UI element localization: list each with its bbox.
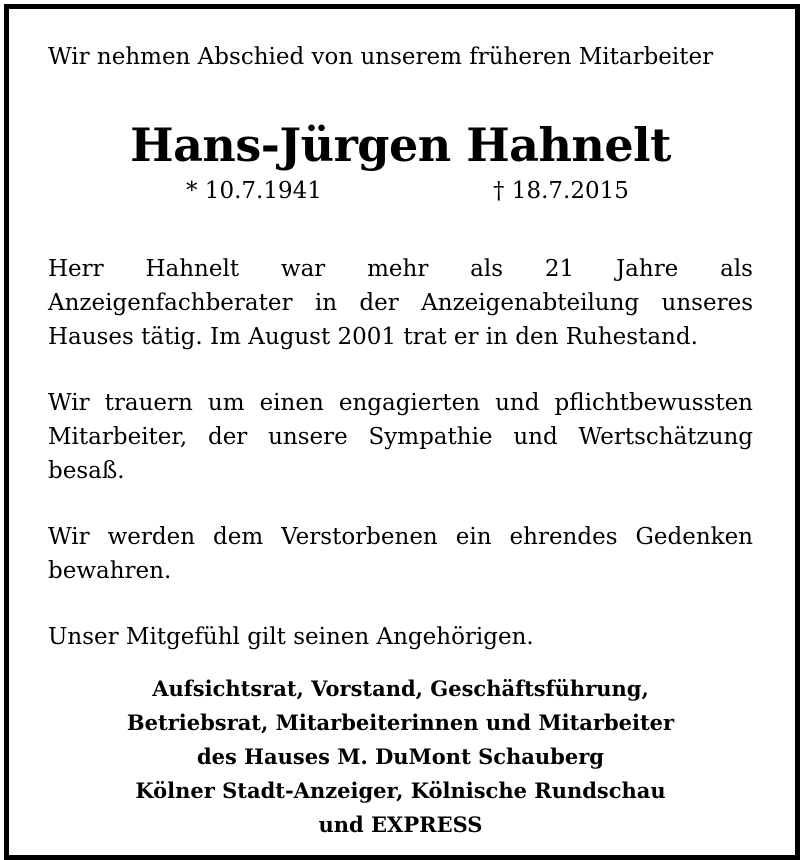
signature-line: des Hauses M. DuMont Schauberg — [197, 744, 604, 769]
mourning-paragraph: Wir trauern um einen engagierten und pflichtbewussten Mitarbeiter, der unsere Sympathie und Wertschätzung besaß. — [48, 390, 753, 484]
deceased-name: Hans-Jürgen Hahnelt — [130, 118, 671, 172]
signature-line: und EXPRESS — [318, 812, 483, 837]
death-date: † 18.7.2015 — [493, 178, 629, 204]
remembrance-paragraph: Wir werden dem Verstorbenen ein ehrendes Gedenken bewahren. — [48, 524, 753, 584]
signature-block — [48, 672, 753, 842]
signature-line: Aufsichtsrat, Vorstand, Geschäftsführung, — [152, 676, 649, 701]
signature-line: Kölner Stadt-Anzeiger, Kölnische Rundschau — [135, 778, 666, 803]
condolence-paragraph: Unser Mitgefühl gilt seinen Angehörigen. — [48, 624, 534, 650]
intro-line: Wir nehmen Abschied von unserem früheren Mitarbeiter — [48, 44, 714, 70]
birth-date: * 10.7.1941 — [186, 178, 322, 204]
signature-line: Betriebsrat, Mitarbeiterinnen und Mitarbeiter — [126, 710, 675, 735]
life-dates — [48, 174, 753, 208]
obituary-notice — [48, 40, 753, 842]
career-paragraph: Herr Hahnelt war mehr als 21 Jahre als Anzeigenfachberater in der Anzeigenabteilung unseres Hauses tätig. Im August 2001 trat er in den Ruhestand. — [48, 256, 753, 350]
